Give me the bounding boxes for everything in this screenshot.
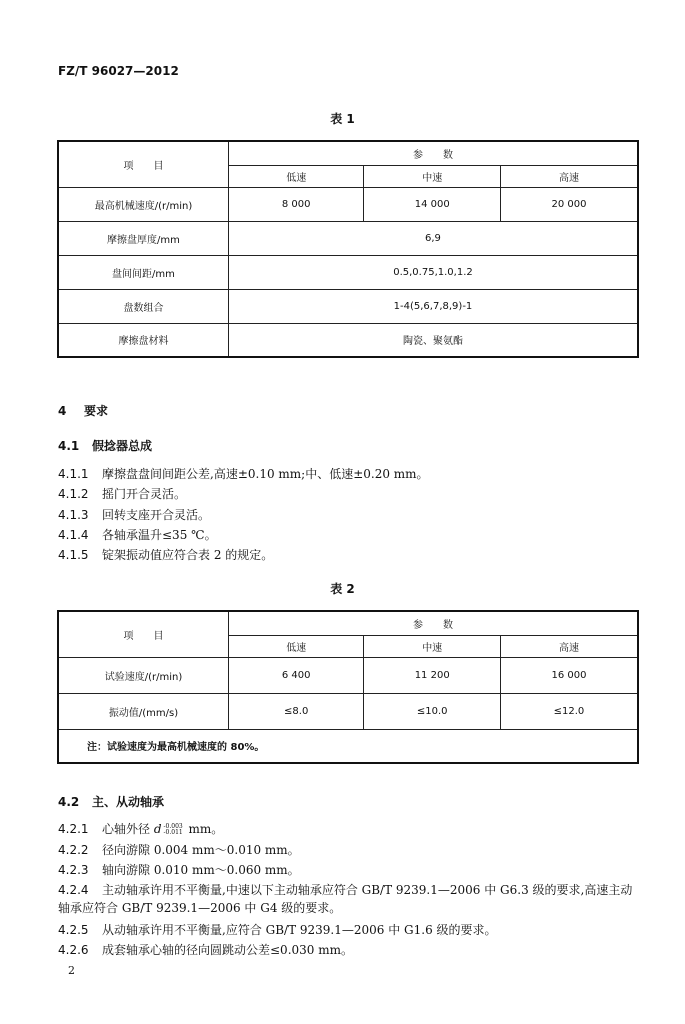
table2-speed-low: 低速 — [228, 635, 363, 657]
cell-value: 6,9 — [228, 221, 638, 255]
row-label: 盘数组合 — [58, 289, 228, 323]
section-title: 要求 — [84, 404, 109, 418]
page-number: 2 — [68, 964, 75, 977]
row-label: 摩擦盘材料 — [58, 323, 228, 357]
table-row — [58, 187, 638, 221]
cell-value: 1-4(5,6,7,8,9)-1 — [228, 289, 638, 323]
cell-value: 陶瓷、聚氨酯 — [228, 323, 638, 357]
table1-speed-mid: 中速 — [364, 165, 501, 187]
table-row — [58, 693, 638, 729]
table1-speed-low: 低速 — [228, 165, 364, 187]
table2-speed-high: 高速 — [500, 635, 638, 657]
row-label: 最高机械速度/(r/min) — [58, 187, 228, 221]
table-row — [58, 221, 638, 255]
section-title: 主、从动轴承 — [92, 795, 165, 809]
section-title: 假捻器总成 — [92, 439, 153, 453]
table2-param-header: 参 数 — [228, 611, 638, 635]
clause-4-2-6: 4.2.6 成套轴承心轴的径向圆跳动公差≤0.030 mm。 — [58, 943, 353, 957]
clause-4-2-1: 4.2.1 心轴外径 d -0.003 -0.011 mm。 — [58, 822, 224, 836]
standard-code: FZ/T 96027—2012 — [58, 64, 179, 78]
table2-note: 注：试验速度为最高机械速度的 80%。 — [58, 729, 638, 763]
clause-4-1-1: 4.1.1 摩擦盘盘间间距公差,高速±0.10 mm;中、低速±0.20 mm。 — [58, 467, 429, 481]
cell-value: 8 000 — [228, 187, 364, 221]
cell-value: ≤10.0 — [364, 693, 501, 729]
clause-4-1-3: 4.1.3 回转支座开合灵活。 — [58, 508, 211, 522]
row-label: 摩擦盘厚度/mm — [58, 221, 228, 255]
table-note-row — [58, 729, 638, 763]
section-4-1-heading — [58, 437, 152, 454]
section-4-heading — [58, 402, 108, 419]
table1-item-header: 项 目 — [58, 141, 228, 187]
clause-4-1-4: 4.1.4 各轴承温升≤35 ℃。 — [58, 528, 217, 542]
diameter-symbol: d — [153, 822, 162, 836]
table1-speed-high: 高速 — [500, 165, 638, 187]
cell-value: ≤8.0 — [228, 693, 363, 729]
section-4-2-heading — [58, 793, 164, 810]
cell-value: 0.5,0.75,1.0,1.2 — [228, 255, 638, 289]
table-row — [58, 289, 638, 323]
clause-4-2-5: 4.2.5 从动轴承许用不平衡量,应符合 GB/T 9239.1—2006 中 G1.6 级的要求。 — [58, 923, 497, 937]
row-label: 振动值/(mm/s) — [58, 693, 228, 729]
section-number: 4.1 — [58, 439, 80, 453]
cell-value: 11 200 — [364, 657, 501, 693]
clause-4-2-3: 4.2.3 轴向游隙 0.010 mm～0.060 mm。 — [58, 863, 300, 877]
table2-caption: 表 2 — [330, 582, 355, 596]
table1 — [57, 140, 639, 358]
cell-value: 20 000 — [500, 187, 638, 221]
table2-item-header: 项 目 — [58, 611, 228, 657]
table-row — [58, 255, 638, 289]
table-row — [58, 657, 638, 693]
cell-value: 6 400 — [228, 657, 363, 693]
table1-caption: 表 1 — [330, 112, 355, 126]
clause-4-1-5: 4.1.5 锭架振动值应符合表 2 的规定。 — [58, 548, 274, 562]
section-number: 4 — [58, 404, 67, 418]
table2-speed-mid: 中速 — [364, 635, 501, 657]
table-row — [58, 323, 638, 357]
row-label: 盘间间距/mm — [58, 255, 228, 289]
tolerance-stack: -0.003 -0.011 — [163, 822, 183, 836]
row-label: 试验速度/(r/min) — [58, 657, 228, 693]
table2 — [57, 610, 639, 764]
clause-4-2-4: 4.2.4 主动轴承许用不平衡量,中速以下主动轴承应符合 GB/T 9239.1—2006 中 G6.3 级的要求,高速主动轴承应符合 GB/T 9239.1—2006 中 G4 级的要求。 — [58, 883, 633, 915]
clause-4-2-2: 4.2.2 径向游隙 0.004 mm～0.010 mm。 — [58, 843, 300, 857]
cell-value: ≤12.0 — [500, 693, 638, 729]
clause-4-1-2: 4.1.2 摇门开合灵活。 — [58, 487, 187, 501]
cell-value: 16 000 — [500, 657, 638, 693]
section-number: 4.2 — [58, 795, 80, 809]
table1-param-header: 参 数 — [228, 141, 638, 165]
cell-value: 14 000 — [364, 187, 501, 221]
